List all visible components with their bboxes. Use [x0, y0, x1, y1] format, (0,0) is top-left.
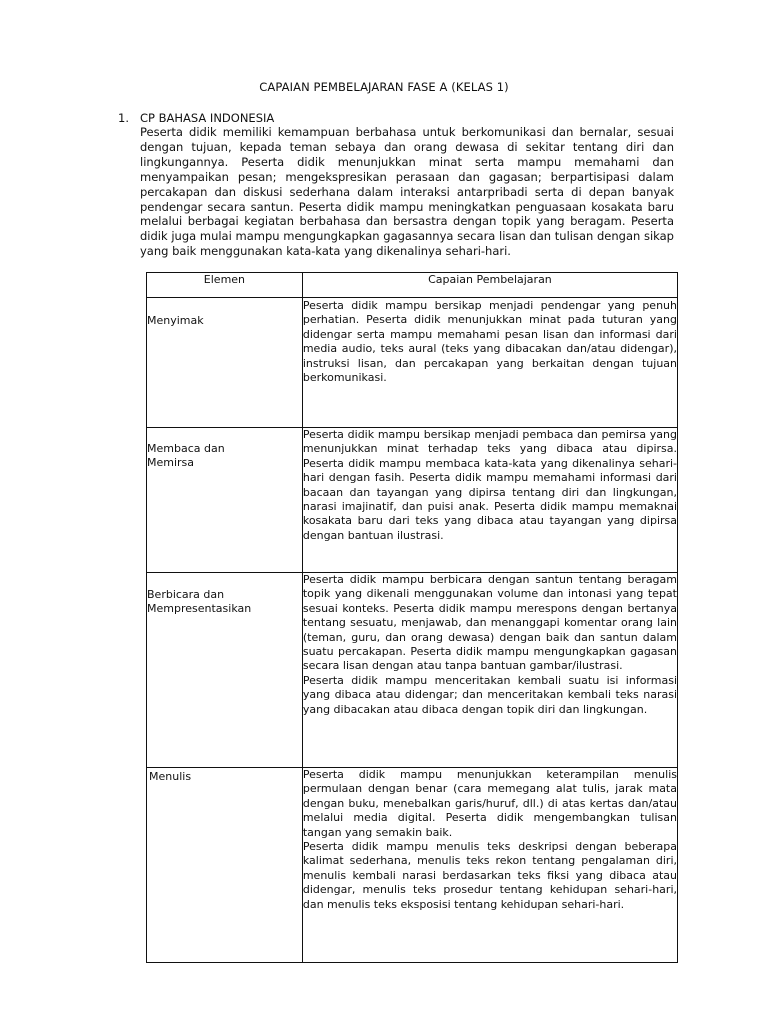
capaian-cell	[302, 298, 677, 428]
elemen-cell	[147, 573, 303, 768]
capaian-paragraph: Peserta didik mampu menceritakan kembali suatu isi informasi yang dibaca atau didengar; dan menceritakan kembali teks narasi yang dibacakan atau dibaca dengan topik diri dan lingkungan.	[302, 673, 677, 716]
section-number: 1.	[118, 111, 129, 125]
header-elemen: Elemen	[147, 273, 303, 298]
table-row	[147, 768, 678, 963]
capaian-paragraph: Peserta didik mampu menunjukkan keterampilan menulis permulaan dengan benar (cara memegang alat tulis, jarak mata dengan buku, menebalkan garis/huruf, dll.) di atas kertas dan/atau melalui media digital. Peserta didik mengembangkan tulisan tangan yang semakin baik.	[302, 768, 677, 839]
elemen-label: Menyimak	[147, 314, 204, 327]
table-header-row	[147, 273, 678, 298]
elemen-label: Menulis	[149, 770, 192, 783]
capaian-table	[146, 272, 678, 963]
capaian-paragraph: Peserta didik mampu bersikap menjadi pembaca dan pemirsa yang menunjukkan minat terhadap teks yang dibaca atau dipirsa. Peserta didik mampu membaca kata-kata yang dikenalinya sehari-hari dengan fasih. Peserta didik mampu memahami informasi dari bacaan dan tayangan yang dipirsa tentang diri dan lingkungan, narasi imajinatif, dan puisi anak. Peserta didik mampu memaknai kosakata baru dari teks yang dibaca atau tayangan yang dipirsa dengan bantuan ilustrasi.	[302, 428, 677, 542]
elemen-label-line-1: Berbicara dan	[147, 588, 225, 601]
table-row	[147, 573, 678, 768]
capaian-paragraph: Peserta didik mampu bersikap menjadi pendengar yang penuh perhatian. Peserta didik menunjukkan minat pada tuturan yang didengar serta mampu memahami pesan lisan dan informasi dari media audio, teks aural (teks yang dibacakan dan/atau didengar), instruksi lisan, dan percakapan yang berkaitan dengan tujuan berkomunikasi.	[302, 299, 677, 385]
capaian-paragraph: Peserta didik mampu menulis teks deskripsi dengan beberapa kalimat sederhana, menulis teks rekon tentang pengalaman diri, menulis kembali narasi berdasarkan teks fiksi yang dibaca atau didengar, menulis teks prosedur tentang kehidupan sehari-hari, dan menulis teks eksposisi tentang kehidupan sehari-hari.	[302, 840, 677, 911]
elemen-label-line-2: Memirsa	[147, 456, 195, 470]
section-title: CP BAHASA INDONESIA	[140, 111, 275, 125]
capaian-cell	[302, 768, 677, 963]
elemen-cell	[147, 428, 303, 573]
document-title: CAPAIAN PEMBELAJARAN FASE A (KELAS 1)	[259, 80, 509, 94]
capaian-cell	[302, 428, 677, 573]
section-intro-paragraph: Peserta didik memiliki kemampuan berbahasa untuk berkomunikasi dan bernalar, sesuai dengan tujuan, kepada teman sebaya dan orang dewasa di sekitar tentang diri dan lingkungannya. Peserta didik menunjukkan minat serta mampu memahami dan menyampaikan pesan; mengekspresikan perasaan dan gagasan; berpartisipasi dalam percakapan dan diskusi sederhana dalam interaksi antarpribadi serta di depan banyak pendengar secara santun. Peserta didik mampu meningkatkan penguasaan kosakata baru melalui berbagai kegiatan berbahasa dan bersastra dengan topik yang beragam. Peserta didik juga mulai mampu mengungkapkan gagasannya secara lisan dan tulisan dengan sikap yang baik menggunakan kata-kata yang dikenalinya sehari-hari.	[140, 125, 674, 259]
header-capaian: Capaian Pembelajaran	[302, 273, 677, 298]
elemen-cell	[147, 298, 303, 428]
table-row	[147, 428, 678, 573]
capaian-paragraph: Peserta didik mampu berbicara dengan santun tentang beragam topik yang dikenali menggunakan volume dan intonasi yang tepat sesuai konteks. Peserta didik mampu merespons dengan bertanya tentang sesuatu, menjawab, dan menanggapi komentar orang lain (teman, guru, dan orang dewasa) dengan baik dan santun dalam suatu percakapan. Peserta didik mampu mengungkapkan gagasan secara lisan dengan atau tanpa bantuan gambar/ilustrasi.	[302, 573, 677, 673]
elemen-label-line-2: Mempresentasikan	[147, 602, 252, 616]
elemen-cell	[147, 768, 303, 963]
capaian-cell	[302, 573, 677, 768]
table-row	[147, 298, 678, 428]
elemen-label-line-1: Membaca dan	[147, 442, 225, 455]
